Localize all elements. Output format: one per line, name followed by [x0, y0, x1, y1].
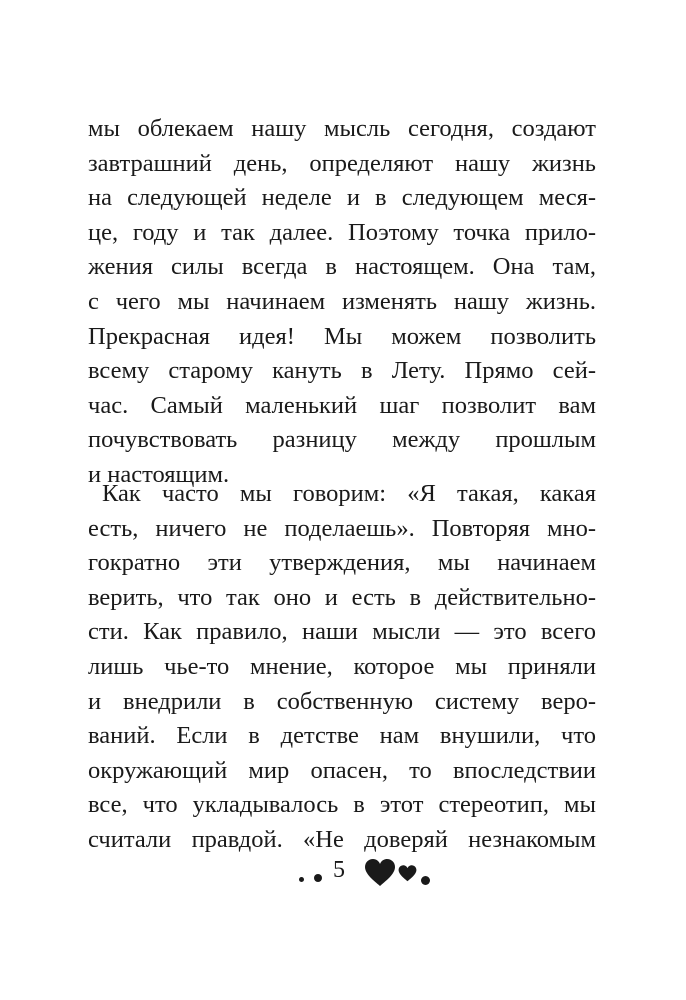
text-line: лишь чье-то мнение, которое мы приняли [88, 652, 596, 680]
page-number: 5 [333, 857, 345, 883]
text-line: Как часто мы говорим: «Я такая, какая [102, 480, 596, 507]
text-line: жения силы всегда в настоящем. Она там, [88, 253, 596, 281]
text-line: верить, что так оно и есть в действительно- [88, 583, 596, 611]
text-line: есть, ничего не поделаешь». Повторяя мно- [88, 514, 596, 542]
small-heart-icon [398, 865, 417, 882]
text-line: завтрашний день, определяют нашу жизнь [88, 149, 596, 177]
text-line: ваний. Если в детстве нам внушили, что [88, 722, 596, 750]
text-line: почувствовать разницу между прошлым [88, 426, 596, 454]
text-line: с чего мы начинаем изменять нашу жизнь. [88, 287, 596, 315]
text-line: и настоящим. [88, 460, 230, 488]
paragraph-1 [88, 112, 596, 493]
text-line: Прекрасная идея! Мы можем позволить [88, 322, 596, 350]
paragraph-2 [88, 477, 596, 858]
page-footer [0, 853, 686, 893]
text-line: мы облекаем нашу мысль сегодня, создают [88, 115, 596, 142]
text-line: це, году и так далее. Поэтому точка прило- [88, 218, 596, 246]
text-line: всему старому кануть в Лету. Прямо сей- [88, 357, 596, 385]
text-line: сти. Как правило, наши мысли — это всего [88, 618, 596, 646]
text-line: и внедрили в собственную систему веро- [88, 687, 596, 715]
text-line: окружающий мир опасен, то впоследствии [88, 756, 596, 784]
text-line: все, что укладывалось в этот стереотип, мы [88, 791, 596, 819]
text-line: считали правдой. «Не доверяй незнакомым [88, 825, 596, 853]
large-heart-icon [364, 859, 396, 887]
text-line: гократно эти утверждения, мы начинаем [88, 549, 596, 577]
text-line: на следующей неделе и в следующем меся- [88, 184, 596, 212]
text-line: час. Самый маленький шаг позволит вам [88, 391, 596, 419]
